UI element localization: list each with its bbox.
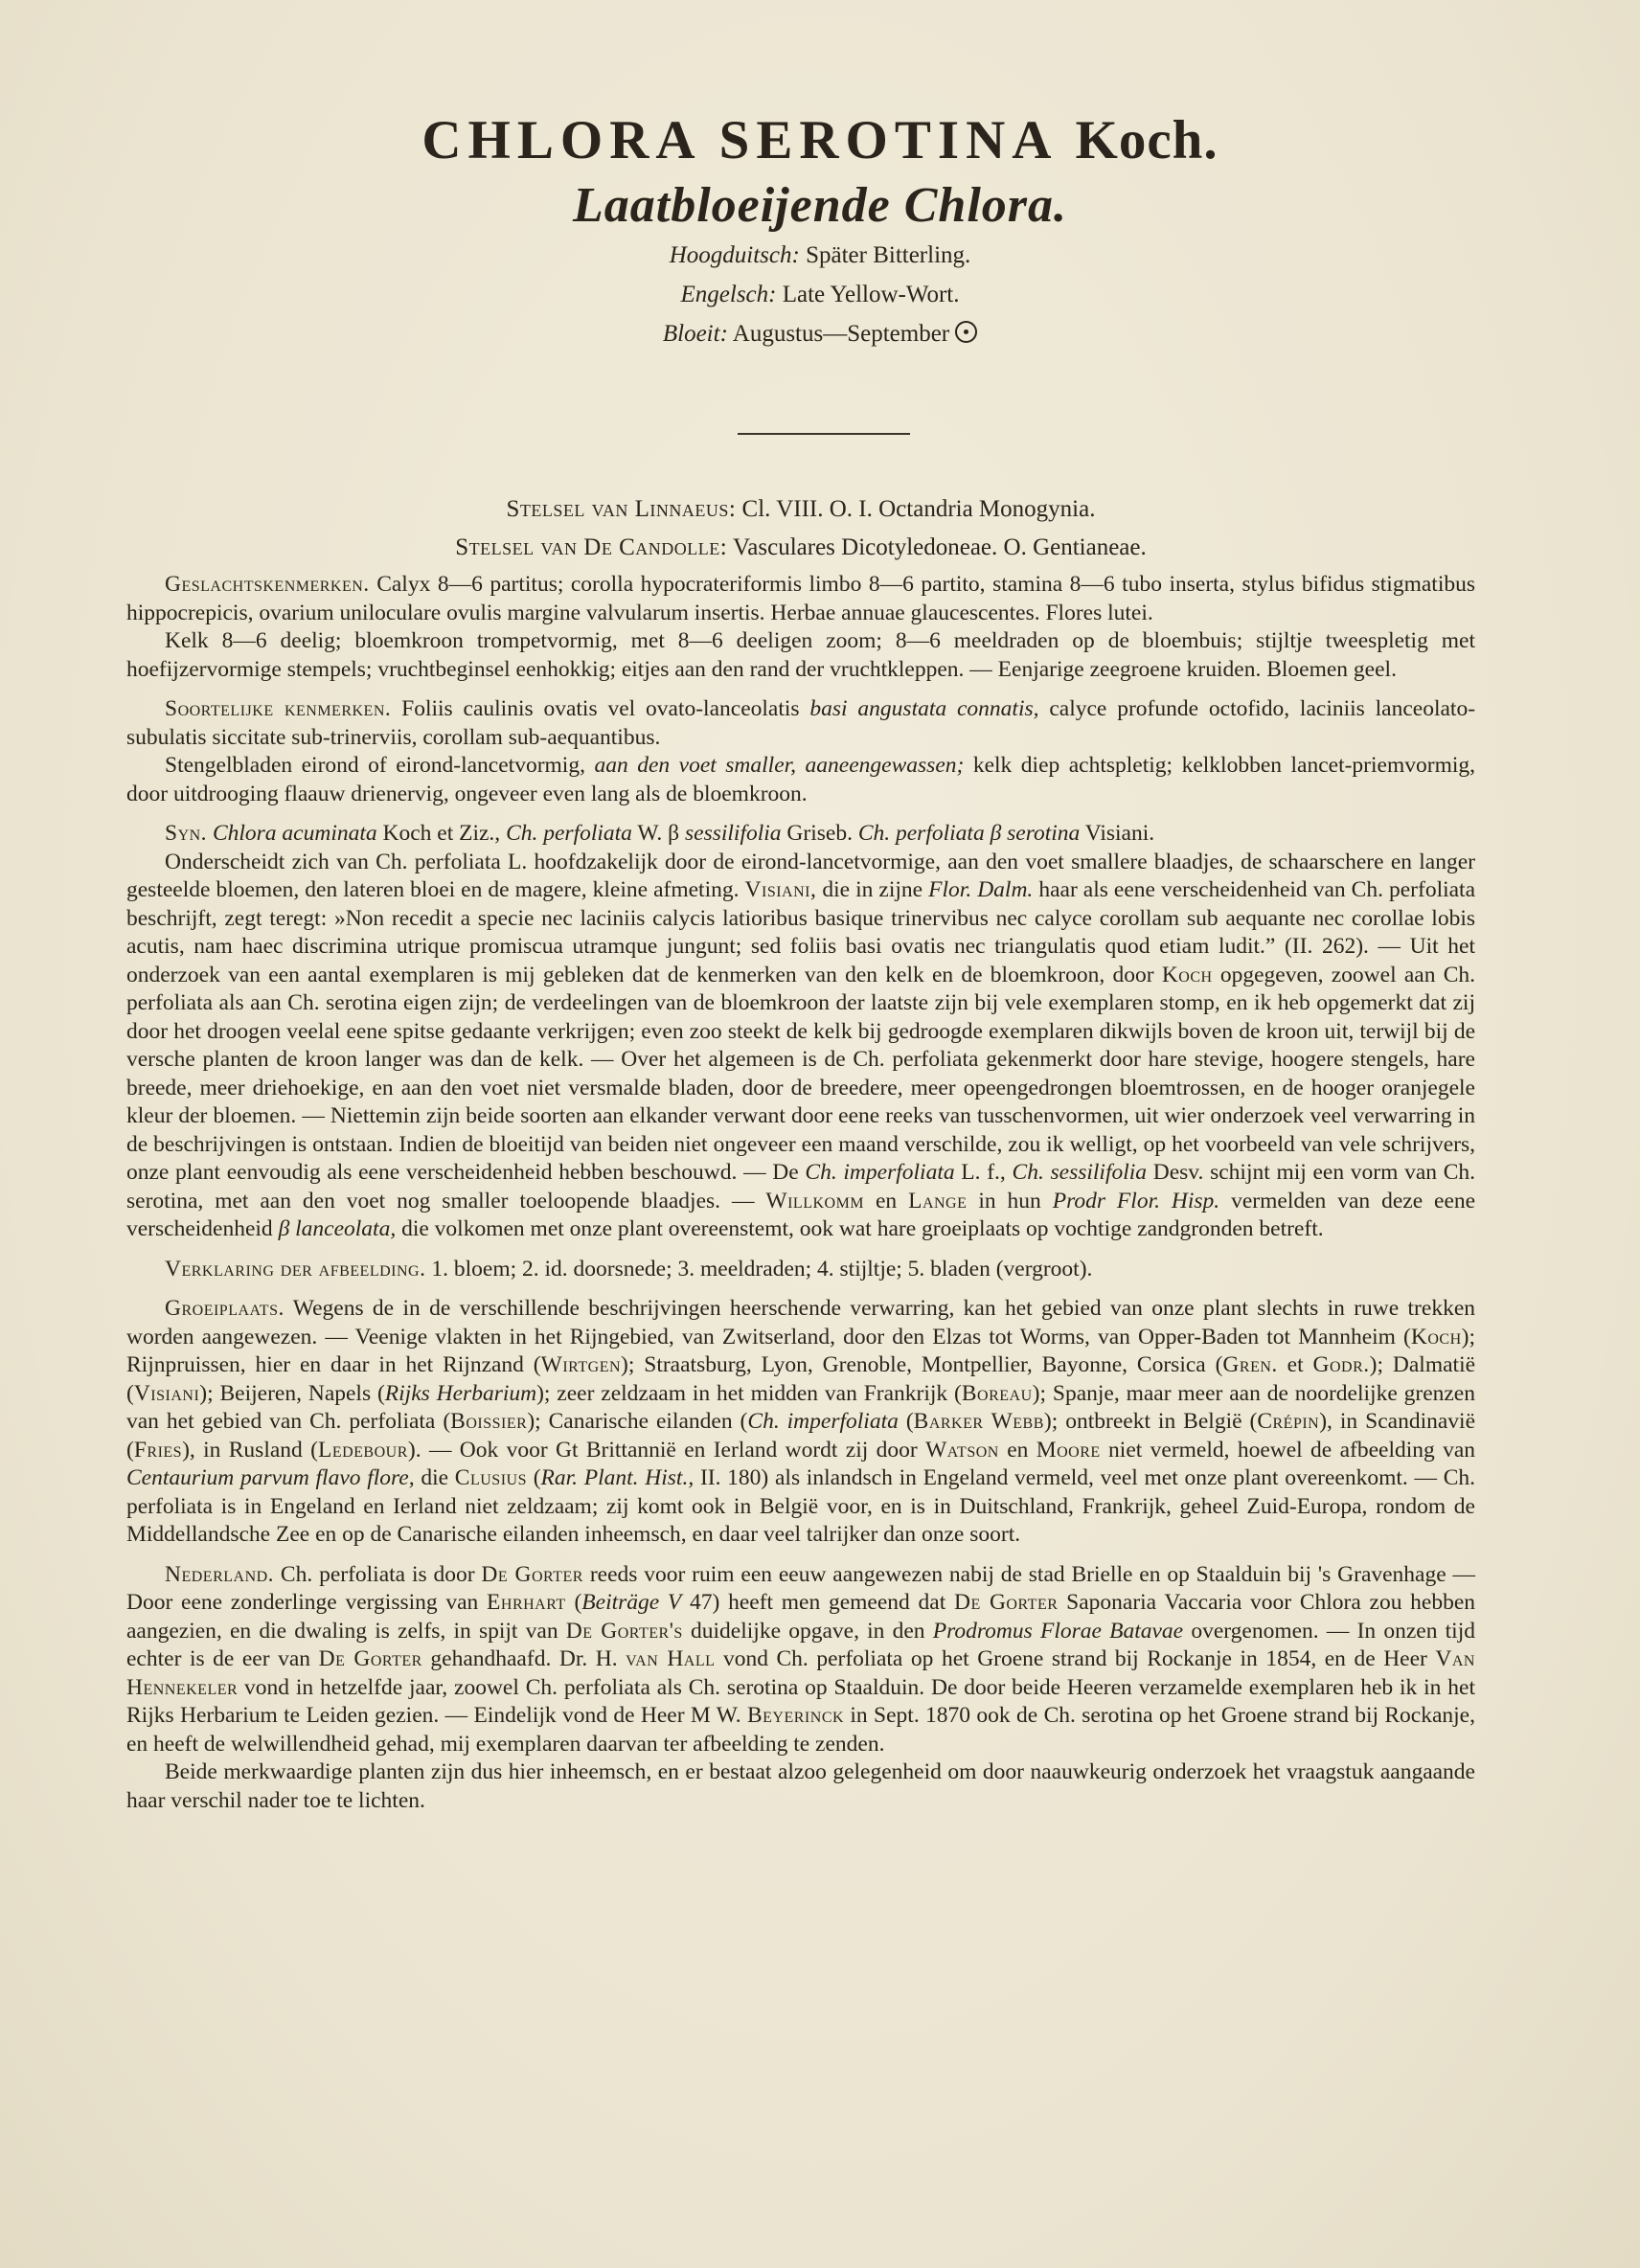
netherlands-paragraph: Nederland. Ch. perfoliata is door De Gorter reeds voor ruim een eeuw aangewezen nabij de stad Brielle en op Staalduin bij 's Gravenhage — Door eene zonderlinge vergissing van Ehrhart (Beiträge V 47) heeft men gemeend dat De Gorter Saponaria Vaccaria voor Chlora zou hebben aangezien, en die dwaling is zelfs, in spijt van De Gorter's duidelijke opgave, in den Prodromus Florae Batavae overgenomen. — In onzen tijd echter is de eer van De Gorter gehandhaafd. Dr. H. van Hall vond Ch. perfoliata op het Groene strand bij Rockanje in 1854, en de Heer Van Hennekeler vond in hetzelfde jaar, zoowel Ch. perfoliata als Ch. serotina op Staalduin. De door beide Heeren verzamelde exemplaren heb ik in het Rijks Herbarium te Leiden gezien. — Eindelijk vond de Heer M W. Beyerinck in Sept. 1870 ook de Ch. serotina op het Groene strand bij Rockanje, en heeft de welwillendheid gehad, mij exemplaren daarvan ter afbeelding te zenden.: [126, 1561, 1476, 1757]
syn-text: Koch et Ziz.,: [382, 821, 501, 846]
body-text: Saponaria Vaccaria voor Chlora zou hebben aangezien, en die dwaling is zelfs, in spijt van: [126, 1590, 1476, 1644]
candolle-system-line: [126, 529, 1475, 567]
author-name: Ehrhart: [487, 1590, 566, 1615]
species-latin-a: Foliis caulinis ovatis vel ovato-lanceolatis: [401, 696, 800, 721]
body-text: vermelden van deze eene verscheidenheid: [126, 1188, 1476, 1241]
syn-label: Syn.: [165, 821, 208, 846]
work-title: Rar. Plant. Hist.,: [540, 1465, 695, 1490]
body-text: en: [875, 1188, 898, 1213]
body-text: Wegens de in de verschillende beschrijvingen heerschende verwarring, kan het gebied van onze plant slechts in ruwe trekken worden aangewezen. — Veenige vlakten in het Rijngebied, van Zwitserland, door den Elzas tot Worms, van Opper-Baden tot Mannheim (: [126, 1296, 1475, 1349]
syn-text: Ch. perfoliata β serotina: [857, 821, 1081, 846]
body-text: ); Straatsburg, Lyon, Grenoble, Montpellier, Bayonne, Corsica (: [621, 1352, 1223, 1377]
body-text: reeds voor ruim een eeuw aangewezen nabij de stad Brielle en op Staalduin bij 's Gravenhage — Door eene zonderlinge vergissing van: [126, 1561, 1476, 1615]
body-text: en: [1007, 1437, 1029, 1463]
species-name: Centaurium parvum flavo flore,: [126, 1465, 415, 1490]
candolle-value: Vasculares Dicotyledoneae. O. Gentianeae.: [733, 534, 1147, 560]
author-name: Godr.: [1312, 1352, 1370, 1377]
habitat-label: Groeiplaats.: [165, 1296, 285, 1321]
english-name: Late Yellow-Wort.: [782, 282, 960, 307]
genus-dutch-paragraph: Kelk 8—6 deelig; bloemkroon trompetvormig, met 8—6 deeligen zoom; 8—6 meeldraden op de bloembuis; stijltje tweespletig met hoefijzervormige stempels; vruchtbeginsel eenhokkig; eitjes aan den rand der vruchtkleppen. — Eenjarige zeegroene kruiden. Bloemen geel.: [126, 628, 1475, 682]
author-name: Visiani,: [744, 877, 817, 902]
author-name: De Gorter's: [565, 1618, 683, 1644]
figure-explanation-paragraph: [126, 1256, 1475, 1284]
syn-text: sessilifolia: [685, 821, 782, 846]
habitat-paragraph: Groeiplaats. Wegens de in de verschillende beschrijvingen heerschende verwarring, kan het gebied van onze plant slechts in ruwe trekken worden aangewezen. — Veenige vlakten in het Rijngebied, van Zwitserland, door den Elzas tot Worms, van Opper-Baden tot Mannheim (Koch); Rijnpruissen, hier en daar in het Rijnzand (Wirtgen); Straatsburg, Lyon, Grenoble, Montpellier, Bayonne, Corsica (Gren. et Godr.); Dalmatië (Visiani); Beijeren, Napels (Rijks Herbarium); zeer zeldzaam in het midden van Frankrijk (Boreau); Spanje, maar meer aan de noordelijke grenzen van het gebied van Ch. perfoliata (Boissier); Canarische eilanden (Ch. imperfoliata (Barker Webb); ontbreekt in België (Crépin), in Scandinavië (Fries), in Rusland (Ledebour). — Ook voor Gt Brittannië en Ierland wordt zij door Watson en Moore niet vermeld, hoewel de afbeelding van Centaurium parvum flavo flore, die Clusius (Rar. Plant. Hist., II. 180) als inlandsch in Engeland vermeld, veel met onze plant overeenkomt. — Ch. perfoliata is in Engeland en Ierland niet zeldzaam; zij komt ook in België voor, en is in Duitschland, Frankrijk, geheel Zuid-Europa, rondom de Middellandsche Zee en op de Canarische eilanden inheemsch, en daar veel talrijker dan onze soort.: [126, 1296, 1476, 1547]
author-name: Fries: [133, 1437, 183, 1463]
body-text: ), in Rusland (: [182, 1437, 318, 1463]
body-text: ), in Scandinavië (: [126, 1409, 1475, 1463]
german-name-line: [0, 236, 1640, 275]
body-text: Desv. schijnt mij een vorm van Ch. serotina, met aan den voet nog smaller toeloopende blaadjes. —: [126, 1160, 1476, 1213]
species-latin-paragraph: [126, 695, 1475, 752]
figure-explanation-text: 1. bloem; 2. id. doorsnede; 3. meeldraden; 4. stijltje; 5. bladen (vergroot).: [431, 1256, 1093, 1281]
flowering-label: Bloeit:: [662, 321, 728, 347]
work-title: Prodr Flor. Hisp.: [1052, 1188, 1220, 1213]
author-name: De Gorter: [481, 1561, 583, 1587]
author-name: Wirtgen: [540, 1352, 622, 1377]
body-text: opgegeven, zoowel aan Ch. perfoliata als aan Ch. serotina eigen zijn; de verdeelingen van de bloemkroon der laatste zijn bij vele exemplaren stomp, en ik heb opgemerkt dat zij door het droogen veelal eene spitse gedaante verkrijgen; even zoo steekt de kelk bij gedroogde exemplaren dikwijls boven de kroon uit, terwijl bij de versche planten de kroon langer was dan de kelk. — Over het algemeen is de Ch. perfoliata gekenmerkt door hare stevige, hoogere stengels, hare breede, meer driehoekige, en aan den voet niet versmalde bladen, door de breedere, meer opeengedrongen bloemtrossen, en de hooger oranjegele kleur der bloemen. — Niettemin zijn beide soorten aan elkander verwant door eene reeks van tusschenvormen, uit wier onderzoek veel verwarring in de beschrijvingen is ontstaan. Indien de bloeitijd van beiden niet ongeveer een maand verschilde, zou ik welligt, op het voorbeeld van vele schrijvers, onze plant eenvoudig als eene verscheidenheid hebben beschouwd. — De: [126, 962, 1476, 1185]
author-name: Moore: [1036, 1437, 1101, 1463]
author-name: Clusius: [454, 1465, 527, 1490]
title-author: Koch.: [1075, 110, 1219, 170]
species-dutch-c: kelk diep achtspletig; kelklobben lancet-priemvormig, door uitdrooging flaauw drienervig, ongeveer even lang als de bloemkroon.: [126, 753, 1475, 806]
page-header: [0, 105, 1640, 353]
author-name: Boissier: [450, 1409, 528, 1434]
species-title: [0, 105, 1640, 176]
author-name: Crépin: [1257, 1409, 1320, 1434]
syn-text: Griseb.: [786, 821, 853, 846]
work-title: Beiträge V: [581, 1590, 682, 1615]
author-name: Koch: [1410, 1324, 1462, 1349]
german-label: Hoogduitsch:: [669, 242, 800, 268]
body-text: in hun: [978, 1188, 1041, 1213]
body-text: L. f.,: [961, 1160, 1006, 1185]
species-latin-b: basi angustata connatis,: [809, 696, 1039, 721]
body-text: niet vermeld, hoewel de afbeelding van: [1108, 1437, 1476, 1463]
species-dutch-a: Stengelbladen eirond of eirond-lancetvormig,: [165, 753, 585, 778]
linnaeus-value: Cl. VIII. O. I. Octandria Monogynia.: [741, 496, 1096, 522]
author-name: Ledebour: [317, 1437, 408, 1463]
body-text: ). — Ook voor Gt Brittannië en Ierland wordt zij door: [407, 1437, 918, 1463]
body-text: die: [421, 1465, 449, 1490]
body-text: haar als eene verscheidenheid van Ch. perfoliata beschrijft, zegt teregt: »Non recedit a specie nec laciniis calycis latioribus basique trinervibus nec calyce corollam sub aequante nec corollae lobis acutis, nam haec discrimina utrique promiscua utramque jungunt; sed foliis basi ovatis nec triangulatis quod etiam ludit.” (II. 262). — Uit het onderzoek van een aantal exemplaren is mij gebleken dat de kenmerken van den kelk en de bloemkroon, door: [126, 877, 1476, 987]
genus-label: Geslachtskenmerken.: [165, 572, 370, 597]
netherlands-label: Nederland.: [165, 1561, 275, 1587]
body-text: die volkomen met onze plant overeenstemt, ook wat hare groeiplaats op vochtige zandgronden betreft.: [401, 1216, 1324, 1241]
author-name: Watson: [925, 1437, 999, 1463]
species-name: Ch. imperfoliata: [747, 1409, 899, 1434]
synonyms-paragraph: [126, 820, 1475, 849]
body-text: Ch. perfoliata is door: [280, 1561, 475, 1587]
figure-explanation-label: Verklaring der afbeelding.: [165, 1256, 426, 1281]
english-label: Engelsch:: [680, 282, 777, 307]
body-text: II. 180) als inlandsch in Engeland vermeld, veel met onze plant overeenkomt. — Ch. perfoliata is in Engeland en Ierland niet zeldzaam; zij komt ook in België voor, en is in Duitschland, Frankrijk, geheel Zuid-Europa, rondom de Middellandsche Zee en op de Canarische eilanden inheemsch, en daar veel talrijker dan onze soort.: [126, 1465, 1476, 1547]
author-name: Beyerinck: [746, 1703, 845, 1728]
species-latin-c: calyce profunde octofido, laciniis lanceolato-subulatis siccitate sub-trinerviis, corollam sub-aequantibus.: [126, 696, 1476, 750]
linnaeus-label: Stelsel van Linnaeus:: [506, 496, 737, 522]
english-name-line: [0, 275, 1640, 314]
german-name: Später Bitterling.: [806, 242, 971, 268]
flowering-period: Augustus—September: [732, 321, 950, 347]
linnaeus-system-line: [126, 490, 1475, 529]
body-text: die in zijne: [822, 877, 923, 902]
body-text: gehandhaafd. Dr. H.: [430, 1646, 618, 1671]
body-text: et: [1287, 1352, 1304, 1377]
species-name: Ch. imperfoliata: [805, 1160, 955, 1185]
body-text: vond Ch. perfoliata op het Groene strand bij Rockanje in 1854, en de Heer: [722, 1646, 1427, 1671]
body-text: ); Beijeren, Napels (: [199, 1380, 385, 1406]
body-text: Onderscheidt zich van Ch. perfoliata L. hoofdzakelijk door de eirond-lancetvormige, aan den voet smallere blaadjes, de schaarschere en langer gesteelde bloemen, den lateren bloei en de magere, kleine afmeting.: [126, 849, 1475, 902]
body-text: ); zeer zeldzaam in het midden van Frankrijk (: [536, 1380, 962, 1406]
annual-symbol-icon: [955, 321, 977, 343]
work-title: Rijks Herbarium: [384, 1380, 537, 1406]
body-text: ); Canarische eilanden (: [527, 1409, 748, 1434]
syn-text: W. β: [637, 821, 680, 846]
species-name: β lanceolata,: [278, 1216, 397, 1241]
body-text: in Sept. 1870 ook de Ch. serotina op het Groene strand bij Rockanje, en heeft de welwillendheid gehad, mij exemplaren daarvan ter afbeelding te zenden.: [126, 1703, 1475, 1757]
work-title: Prodromus Florae Batavae: [932, 1618, 1184, 1644]
candolle-label: Stelsel van De Candolle:: [455, 534, 728, 560]
species-dutch-b: aan den voet smaller, aaneengewassen;: [594, 753, 965, 778]
body-text: vond in hetzelfde jaar, zoowel Ch. perfoliata als Ch. serotina op Staalduin. De door beide Heeren verzamelde exemplaren heb ik in het Rijks Herbarium te Leiden gezien. — Eindelijk vond de Heer M W.: [126, 1674, 1475, 1728]
flowering-line: [0, 314, 1640, 353]
work-title: Flor. Dalm.: [928, 877, 1034, 902]
author-name: De Gorter: [318, 1646, 422, 1671]
body-text: 47) heeft men gemeend dat: [690, 1590, 946, 1615]
comparison-paragraph: [126, 849, 1475, 1244]
species-dutch-paragraph: [126, 752, 1475, 808]
author-name: Van Hennekeler: [126, 1646, 1475, 1700]
author-name: Barker Webb: [913, 1409, 1044, 1434]
species-label: Soortelijke kenmerken.: [165, 696, 392, 721]
syn-text: Visiani.: [1084, 821, 1155, 846]
syn-text: Chlora acuminata: [212, 821, 377, 846]
author-name: De Gorter: [953, 1590, 1059, 1615]
author-name: Willkomm: [765, 1188, 865, 1213]
title-latin: CHLORA SEROTINA: [421, 110, 1056, 170]
author-name: Gren.: [1222, 1352, 1278, 1377]
author-name: Koch: [1161, 962, 1213, 987]
body-text: ); Rijnpruissen, hier en daar in het Rijnzand (: [126, 1324, 1475, 1377]
document-body: [126, 490, 1475, 1815]
species-subtitle: Laatbloeijende Chlora.: [573, 178, 1067, 233]
body-text: duidelijke opgave, in den: [691, 1618, 925, 1644]
syn-text: Ch. perfoliata: [506, 821, 632, 846]
body-text: ); ontbreekt in België (: [1043, 1409, 1258, 1434]
genus-latin-paragraph: [126, 571, 1475, 627]
genus-latin-text: Calyx 8—6 partitus; corolla hypocrateriformis limbo 8—6 partito, stamina 8—6 tubo inserta, stylus bifidus stigmatibus hippocrepicis, ovarium uniloculare ovulis margine valvularum insertis. Herbae annuae glaucescentes. Flores lutei.: [126, 572, 1475, 625]
author-name: Visiani: [133, 1380, 200, 1406]
author-name: Lange: [908, 1188, 968, 1213]
closing-paragraph: Beide merkwaardige planten zijn dus hier inheemsch, en er bestaat alzoo gelegenheid om door naauwkeurig onderzoek het vraagstuk aangaande haar verschil nader toe te lichten.: [126, 1759, 1475, 1813]
author-name: van Hall: [626, 1646, 716, 1671]
body-text: ); Dalmatië (: [126, 1352, 1476, 1406]
body-text: ); Spanje, maar meer aan de noordelijke grenzen van het gebied van Ch. perfoliata (: [126, 1380, 1475, 1434]
header-divider: [738, 433, 910, 435]
author-name: Boreau: [961, 1380, 1033, 1406]
species-name: Ch. sessilifolia: [1012, 1160, 1148, 1185]
body-text: overgenomen. — In onzen tijd echter is de eer van: [126, 1618, 1475, 1671]
